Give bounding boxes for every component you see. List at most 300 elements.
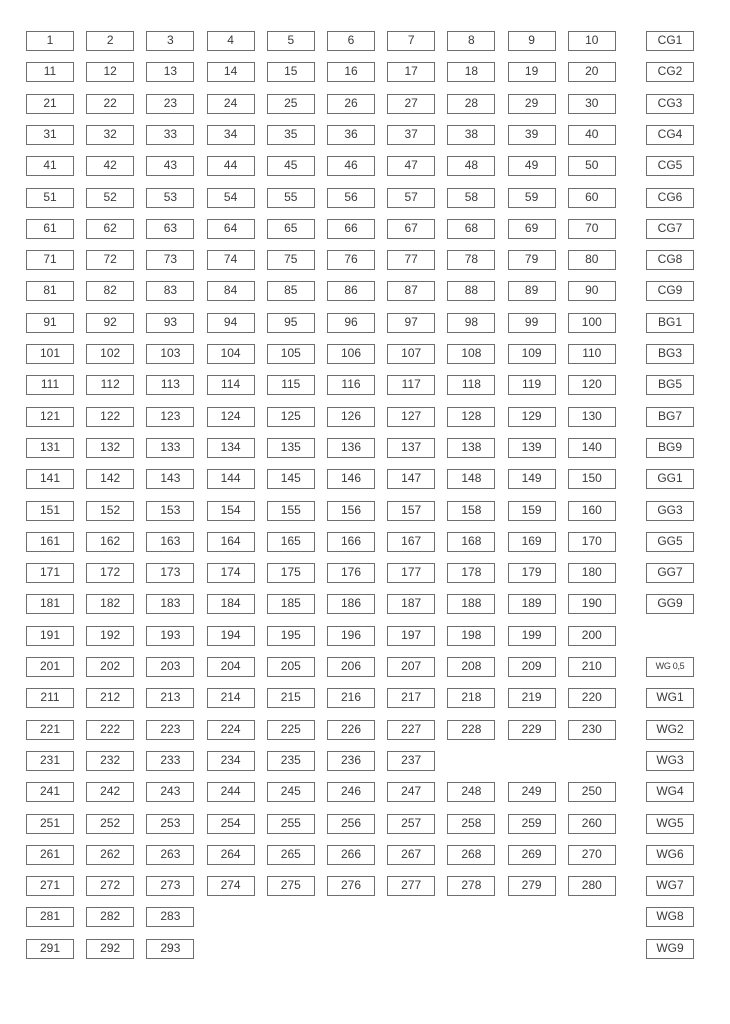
number-box: 203 <box>146 657 194 677</box>
number-box: 152 <box>86 501 134 521</box>
number-box: 109 <box>508 344 556 364</box>
number-box: 89 <box>508 281 556 301</box>
number-box: 55 <box>267 188 315 208</box>
number-box: 33 <box>146 125 194 145</box>
number-box: 62 <box>86 219 134 239</box>
number-box: 200 <box>568 626 616 646</box>
number-box: 75 <box>267 250 315 270</box>
number-box: 3 <box>146 31 194 51</box>
number-box: 81 <box>26 281 74 301</box>
number-box: 153 <box>146 501 194 521</box>
number-box: 140 <box>568 438 616 458</box>
number-box: 149 <box>508 469 556 489</box>
number-box: 136 <box>327 438 375 458</box>
color-code-box: GG9 <box>646 594 694 614</box>
number-box: 61 <box>26 219 74 239</box>
number-box: 7 <box>387 31 435 51</box>
number-box: 47 <box>387 156 435 176</box>
number-box: 168 <box>447 532 495 552</box>
number-box: 41 <box>26 156 74 176</box>
number-box: 102 <box>86 344 134 364</box>
number-box: 236 <box>327 751 375 771</box>
number-box: 86 <box>327 281 375 301</box>
number-box: 269 <box>508 845 556 865</box>
number-box: 218 <box>447 688 495 708</box>
number-box: 20 <box>568 62 616 82</box>
number-box: 158 <box>447 501 495 521</box>
number-box: 130 <box>568 407 616 427</box>
number-box: 214 <box>207 688 255 708</box>
number-box: 145 <box>267 469 315 489</box>
number-box: 173 <box>146 563 194 583</box>
number-box: 293 <box>146 939 194 959</box>
number-box: 116 <box>327 375 375 395</box>
number-box: 51 <box>26 188 74 208</box>
number-box: 272 <box>86 876 134 896</box>
number-box: 147 <box>387 469 435 489</box>
number-box: 160 <box>568 501 616 521</box>
number-box: 37 <box>387 125 435 145</box>
number-box: 154 <box>207 501 255 521</box>
number-box: 259 <box>508 814 556 834</box>
number-box: 107 <box>387 344 435 364</box>
number-box: 84 <box>207 281 255 301</box>
number-box: 181 <box>26 594 74 614</box>
number-box: 95 <box>267 313 315 333</box>
number-box: 156 <box>327 501 375 521</box>
number-box: 91 <box>26 313 74 333</box>
number-box: 16 <box>327 62 375 82</box>
number-box: 198 <box>447 626 495 646</box>
number-box: 247 <box>387 782 435 802</box>
number-box: 8 <box>447 31 495 51</box>
number-box: 42 <box>86 156 134 176</box>
number-box: 59 <box>508 188 556 208</box>
number-box: 49 <box>508 156 556 176</box>
number-box: 131 <box>26 438 74 458</box>
number-box: 28 <box>447 94 495 114</box>
number-box: 1 <box>26 31 74 51</box>
number-box: 256 <box>327 814 375 834</box>
color-code-box: WG8 <box>646 907 694 927</box>
color-code-box: CG4 <box>646 125 694 145</box>
number-box: 244 <box>207 782 255 802</box>
number-box: 15 <box>267 62 315 82</box>
number-box: 43 <box>146 156 194 176</box>
number-box: 126 <box>327 407 375 427</box>
number-box: 164 <box>207 532 255 552</box>
number-box: 10 <box>568 31 616 51</box>
number-box: 179 <box>508 563 556 583</box>
number-box: 254 <box>207 814 255 834</box>
number-box: 80 <box>568 250 616 270</box>
number-box: 40 <box>568 125 616 145</box>
number-box: 112 <box>86 375 134 395</box>
number-box: 180 <box>568 563 616 583</box>
number-box: 277 <box>387 876 435 896</box>
number-box: 124 <box>207 407 255 427</box>
number-box: 258 <box>447 814 495 834</box>
number-box: 201 <box>26 657 74 677</box>
number-box: 161 <box>26 532 74 552</box>
number-box: 26 <box>327 94 375 114</box>
number-box: 234 <box>207 751 255 771</box>
color-code-box: WG1 <box>646 688 694 708</box>
color-code-box: WG2 <box>646 720 694 740</box>
color-code-box: CG6 <box>646 188 694 208</box>
number-box: 67 <box>387 219 435 239</box>
number-box: 105 <box>267 344 315 364</box>
number-box: 241 <box>26 782 74 802</box>
number-box: 212 <box>86 688 134 708</box>
number-box: 233 <box>146 751 194 771</box>
number-box: 36 <box>327 125 375 145</box>
color-code-box: BG9 <box>646 438 694 458</box>
number-box: 282 <box>86 907 134 927</box>
number-box: 77 <box>387 250 435 270</box>
number-box: 17 <box>387 62 435 82</box>
number-box: 159 <box>508 501 556 521</box>
number-box: 264 <box>207 845 255 865</box>
number-box: 162 <box>86 532 134 552</box>
number-box: 225 <box>267 720 315 740</box>
color-code-box: GG1 <box>646 469 694 489</box>
number-box: 69 <box>508 219 556 239</box>
number-box: 118 <box>447 375 495 395</box>
color-code-box: WG3 <box>646 751 694 771</box>
number-box: 151 <box>26 501 74 521</box>
number-box: 215 <box>267 688 315 708</box>
number-box: 270 <box>568 845 616 865</box>
number-box: 261 <box>26 845 74 865</box>
number-box: 90 <box>568 281 616 301</box>
number-box: 184 <box>207 594 255 614</box>
number-box: 56 <box>327 188 375 208</box>
number-box: 101 <box>26 344 74 364</box>
number-box: 237 <box>387 751 435 771</box>
number-box: 176 <box>327 563 375 583</box>
number-box: 291 <box>26 939 74 959</box>
number-box: 133 <box>146 438 194 458</box>
number-box: 113 <box>146 375 194 395</box>
number-box: 195 <box>267 626 315 646</box>
number-box: 177 <box>387 563 435 583</box>
number-box: 63 <box>146 219 194 239</box>
number-box: 220 <box>568 688 616 708</box>
number-box: 117 <box>387 375 435 395</box>
color-code-box: GG7 <box>646 563 694 583</box>
number-box: 210 <box>568 657 616 677</box>
color-code-box: CG9 <box>646 281 694 301</box>
number-box: 6 <box>327 31 375 51</box>
number-box: 267 <box>387 845 435 865</box>
number-box: 193 <box>146 626 194 646</box>
number-box: 122 <box>86 407 134 427</box>
number-box: 211 <box>26 688 74 708</box>
number-box: 205 <box>267 657 315 677</box>
number-box: 268 <box>447 845 495 865</box>
number-box: 137 <box>387 438 435 458</box>
number-box: 39 <box>508 125 556 145</box>
color-code-box: CG3 <box>646 94 694 114</box>
number-box: 66 <box>327 219 375 239</box>
number-box: 108 <box>447 344 495 364</box>
number-box: 188 <box>447 594 495 614</box>
number-box: 74 <box>207 250 255 270</box>
number-box: 190 <box>568 594 616 614</box>
number-box: 23 <box>146 94 194 114</box>
number-box: 32 <box>86 125 134 145</box>
number-box: 14 <box>207 62 255 82</box>
number-box: 104 <box>207 344 255 364</box>
number-box: 213 <box>146 688 194 708</box>
number-box: 141 <box>26 469 74 489</box>
number-box: 82 <box>86 281 134 301</box>
color-code-box: BG5 <box>646 375 694 395</box>
number-box: 115 <box>267 375 315 395</box>
number-box: 217 <box>387 688 435 708</box>
number-box: 221 <box>26 720 74 740</box>
number-box: 50 <box>568 156 616 176</box>
color-code-box: CG2 <box>646 62 694 82</box>
number-box: 134 <box>207 438 255 458</box>
color-code-box: GG3 <box>646 501 694 521</box>
number-box: 92 <box>86 313 134 333</box>
number-box: 279 <box>508 876 556 896</box>
number-box: 110 <box>568 344 616 364</box>
number-box: 206 <box>327 657 375 677</box>
number-box: 132 <box>86 438 134 458</box>
number-box: 243 <box>146 782 194 802</box>
number-box: 58 <box>447 188 495 208</box>
number-box: 24 <box>207 94 255 114</box>
number-box: 25 <box>267 94 315 114</box>
number-box: 276 <box>327 876 375 896</box>
number-box: 208 <box>447 657 495 677</box>
number-box: 166 <box>327 532 375 552</box>
number-box: 71 <box>26 250 74 270</box>
number-box: 98 <box>447 313 495 333</box>
number-box: 207 <box>387 657 435 677</box>
number-box: 172 <box>86 563 134 583</box>
number-box: 11 <box>26 62 74 82</box>
number-box: 31 <box>26 125 74 145</box>
number-box: 167 <box>387 532 435 552</box>
color-code-box: WG5 <box>646 814 694 834</box>
color-code-box: BG7 <box>646 407 694 427</box>
number-box: 235 <box>267 751 315 771</box>
number-box: 120 <box>568 375 616 395</box>
number-box: 194 <box>207 626 255 646</box>
number-box: 4 <box>207 31 255 51</box>
number-box: 266 <box>327 845 375 865</box>
number-box: 271 <box>26 876 74 896</box>
number-box: 245 <box>267 782 315 802</box>
number-box: 73 <box>146 250 194 270</box>
number-box: 163 <box>146 532 194 552</box>
number-box: 76 <box>327 250 375 270</box>
color-code-box: WG4 <box>646 782 694 802</box>
number-box: 257 <box>387 814 435 834</box>
number-box: 143 <box>146 469 194 489</box>
color-code-box: GG5 <box>646 532 694 552</box>
number-box: 185 <box>267 594 315 614</box>
number-box: 38 <box>447 125 495 145</box>
number-box: 48 <box>447 156 495 176</box>
number-box: 135 <box>267 438 315 458</box>
number-box: 278 <box>447 876 495 896</box>
number-box: 246 <box>327 782 375 802</box>
color-code-box: CG8 <box>646 250 694 270</box>
number-box: 96 <box>327 313 375 333</box>
number-box: 196 <box>327 626 375 646</box>
number-box: 60 <box>568 188 616 208</box>
number-box: 85 <box>267 281 315 301</box>
number-box: 78 <box>447 250 495 270</box>
number-box: 263 <box>146 845 194 865</box>
number-box: 178 <box>447 563 495 583</box>
number-box: 231 <box>26 751 74 771</box>
number-box: 255 <box>267 814 315 834</box>
number-box: 29 <box>508 94 556 114</box>
number-box: 275 <box>267 876 315 896</box>
number-box: 251 <box>26 814 74 834</box>
number-box: 229 <box>508 720 556 740</box>
number-box: 53 <box>146 188 194 208</box>
number-box: 242 <box>86 782 134 802</box>
number-box: 121 <box>26 407 74 427</box>
number-box: 260 <box>568 814 616 834</box>
number-box: 18 <box>447 62 495 82</box>
number-box: 283 <box>146 907 194 927</box>
number-box: 139 <box>508 438 556 458</box>
number-box: 273 <box>146 876 194 896</box>
number-box: 93 <box>146 313 194 333</box>
number-box: 128 <box>447 407 495 427</box>
number-box: 262 <box>86 845 134 865</box>
number-box: 35 <box>267 125 315 145</box>
color-code-box: BG3 <box>646 344 694 364</box>
number-box: 192 <box>86 626 134 646</box>
number-box: 224 <box>207 720 255 740</box>
color-code-box: WG9 <box>646 939 694 959</box>
number-box: 248 <box>447 782 495 802</box>
number-box: 222 <box>86 720 134 740</box>
number-box: 171 <box>26 563 74 583</box>
number-box: 125 <box>267 407 315 427</box>
number-box: 230 <box>568 720 616 740</box>
number-box: 226 <box>327 720 375 740</box>
number-box: 250 <box>568 782 616 802</box>
number-box: 232 <box>86 751 134 771</box>
number-box: 9 <box>508 31 556 51</box>
number-box: 44 <box>207 156 255 176</box>
number-box: 174 <box>207 563 255 583</box>
number-box: 227 <box>387 720 435 740</box>
number-box: 274 <box>207 876 255 896</box>
number-box: 13 <box>146 62 194 82</box>
number-box: 155 <box>267 501 315 521</box>
color-code-box: CG7 <box>646 219 694 239</box>
number-box: 22 <box>86 94 134 114</box>
number-box: 119 <box>508 375 556 395</box>
number-box: 19 <box>508 62 556 82</box>
number-box: 111 <box>26 375 74 395</box>
number-box: 292 <box>86 939 134 959</box>
number-box: 191 <box>26 626 74 646</box>
number-box: 169 <box>508 532 556 552</box>
number-box: 182 <box>86 594 134 614</box>
number-box: 2 <box>86 31 134 51</box>
number-box: 99 <box>508 313 556 333</box>
number-box: 79 <box>508 250 556 270</box>
number-box: 170 <box>568 532 616 552</box>
number-box: 83 <box>146 281 194 301</box>
number-box: 100 <box>568 313 616 333</box>
number-box: 103 <box>146 344 194 364</box>
number-box: 21 <box>26 94 74 114</box>
number-box: 189 <box>508 594 556 614</box>
number-box: 219 <box>508 688 556 708</box>
number-box: 114 <box>207 375 255 395</box>
number-box: 146 <box>327 469 375 489</box>
color-code-box: WG6 <box>646 845 694 865</box>
number-box: 94 <box>207 313 255 333</box>
number-box: 138 <box>447 438 495 458</box>
number-box: 34 <box>207 125 255 145</box>
number-box: 197 <box>387 626 435 646</box>
number-box: 12 <box>86 62 134 82</box>
number-box: 148 <box>447 469 495 489</box>
number-box: 57 <box>387 188 435 208</box>
number-box: 127 <box>387 407 435 427</box>
number-box: 144 <box>207 469 255 489</box>
number-box: 280 <box>568 876 616 896</box>
number-box: 175 <box>267 563 315 583</box>
number-box: 88 <box>447 281 495 301</box>
number-box: 183 <box>146 594 194 614</box>
number-box: 87 <box>387 281 435 301</box>
number-box: 199 <box>508 626 556 646</box>
number-box: 46 <box>327 156 375 176</box>
number-box: 223 <box>146 720 194 740</box>
number-box: 253 <box>146 814 194 834</box>
number-box: 281 <box>26 907 74 927</box>
number-box: 65 <box>267 219 315 239</box>
color-code-box: CG1 <box>646 31 694 51</box>
number-box: 187 <box>387 594 435 614</box>
color-code-box: CG5 <box>646 156 694 176</box>
color-code-box: WG 0,5 <box>646 657 694 677</box>
number-box: 228 <box>447 720 495 740</box>
number-box: 123 <box>146 407 194 427</box>
number-box: 54 <box>207 188 255 208</box>
number-box: 5 <box>267 31 315 51</box>
number-box: 64 <box>207 219 255 239</box>
color-code-box: WG7 <box>646 876 694 896</box>
number-box: 204 <box>207 657 255 677</box>
number-box: 150 <box>568 469 616 489</box>
number-box: 45 <box>267 156 315 176</box>
number-box: 252 <box>86 814 134 834</box>
number-box: 97 <box>387 313 435 333</box>
number-box: 27 <box>387 94 435 114</box>
number-box: 186 <box>327 594 375 614</box>
number-box: 165 <box>267 532 315 552</box>
number-box: 142 <box>86 469 134 489</box>
number-box: 70 <box>568 219 616 239</box>
number-box: 209 <box>508 657 556 677</box>
